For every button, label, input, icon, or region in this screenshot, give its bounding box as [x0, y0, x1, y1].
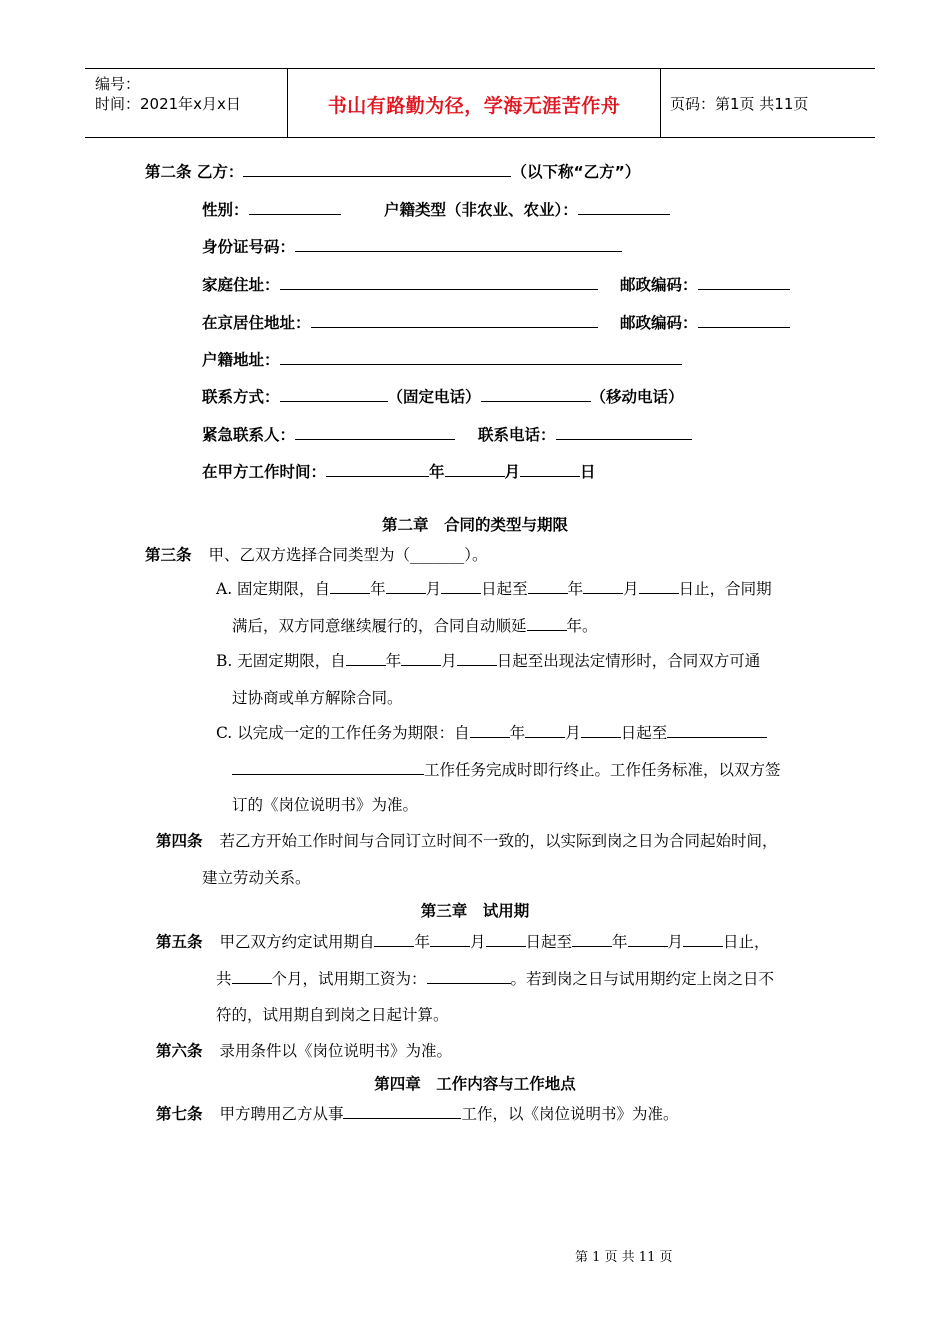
gender-line — [202, 200, 341, 220]
hukou-address-blank[interactable] — [280, 350, 682, 365]
gender-blank[interactable] — [249, 200, 341, 215]
postal-code-line-2 — [620, 313, 790, 333]
postal-code-label: 邮政编码： — [620, 276, 698, 294]
blank[interactable] — [346, 651, 386, 666]
landline-blank[interactable] — [280, 387, 388, 402]
year-label: 年 — [385, 652, 402, 670]
hukou-address-label: 户籍地址： — [202, 351, 280, 369]
document-header — [85, 68, 875, 138]
work-time-line — [202, 462, 596, 482]
option-c-line-1 — [216, 723, 767, 743]
home-address-label: 家庭住址： — [202, 276, 280, 294]
article-7-text: 甲方聘用乙方从事 — [219, 1105, 344, 1123]
option-b-text: B. 无固定期限，自 — [216, 652, 346, 670]
option-c-text: C. 以完成一定的工作任务为期限：自 — [216, 724, 470, 742]
job-blank[interactable] — [343, 1104, 461, 1119]
article-5-text: 。若到岗之日与试用期约定上岗之日不 — [510, 970, 775, 988]
id-number-line — [202, 237, 622, 257]
article-5-text: 日止， — [723, 933, 770, 951]
blank[interactable] — [374, 932, 414, 947]
year-label: 年 — [567, 580, 584, 598]
blank[interactable] — [628, 932, 668, 947]
article-3-text: 甲、乙双方选择合同类型为（_______）。 — [208, 546, 488, 564]
month-label: 月 — [623, 580, 639, 598]
beijing-address-label: 在京居住地址： — [202, 314, 311, 332]
month-label: 月 — [565, 724, 581, 742]
document-number-label: 编号： — [95, 75, 141, 93]
article-label: 第二条 — [145, 163, 192, 181]
chapter-3-title: 第三章 试用期 — [420, 902, 530, 920]
year-label: 年 — [509, 724, 526, 742]
contact-line — [202, 387, 684, 407]
option-a-text: 日起至 — [481, 580, 528, 598]
article-7-text: 工作，以《岗位说明书》为准。 — [461, 1105, 679, 1123]
landline-label: （固定电话） — [387, 388, 481, 406]
month-label: 月 — [425, 580, 442, 598]
option-a-text: 年。 — [566, 617, 598, 635]
article-5-text: 个月，试用期工资为： — [271, 970, 427, 988]
blank[interactable] — [457, 651, 497, 666]
document-date: 时间：2021年x月x日 — [95, 95, 241, 113]
wage-blank[interactable] — [427, 969, 511, 984]
blank[interactable] — [470, 723, 510, 738]
emergency-contact-label: 紧急联系人： — [202, 426, 296, 444]
year-label: 年 — [414, 933, 430, 951]
blank[interactable] — [527, 616, 567, 631]
postal-code-blank[interactable] — [698, 275, 790, 290]
option-b-text: 日起至出现法定情形时，合同双方可通 — [496, 652, 761, 670]
emergency-contact-line — [202, 425, 455, 445]
mobile-label: （移动电话） — [590, 388, 684, 406]
blank[interactable] — [486, 932, 526, 947]
article-3-label: 第三条 — [145, 546, 192, 564]
beijing-address-line — [202, 313, 598, 333]
chapter-2-title: 第二章 合同的类型与期限 — [381, 516, 568, 534]
header-divider — [660, 69, 661, 137]
option-c-line-3: 订的《岗位说明书》为准。 — [232, 796, 419, 814]
header-page-number: 页码：第1页 共11页 — [670, 95, 809, 113]
months-blank[interactable] — [232, 969, 272, 984]
option-a-text: 满后，双方同意继续履行的，合同自动顺延 — [232, 617, 527, 635]
blank[interactable] — [528, 579, 568, 594]
mobile-blank[interactable] — [481, 387, 591, 402]
option-b-line-2: 过协商或单方解除合同。 — [232, 689, 403, 707]
article-5-label: 第五条 — [156, 933, 203, 951]
postal-code-blank[interactable] — [698, 313, 790, 328]
option-c-text: 工作任务完成时即行终止。工作任务标准，以双方签 — [424, 761, 781, 779]
contact-phone-blank[interactable] — [556, 425, 692, 440]
contact-label: 联系方式： — [202, 388, 280, 406]
article-6-line — [156, 1041, 452, 1061]
hukou-type-line — [384, 200, 670, 220]
year-label: 年 — [429, 463, 445, 481]
article-5-text: 共 — [216, 970, 232, 988]
option-a-line-2 — [232, 616, 598, 636]
article-3-line — [145, 545, 487, 565]
chapter-4-title: 第四章 工作内容与工作地点 — [374, 1075, 576, 1093]
blank[interactable] — [401, 651, 441, 666]
article-4-line-1 — [156, 831, 777, 851]
option-c-line-2 — [232, 760, 781, 780]
article-6-label: 第六条 — [156, 1042, 203, 1060]
id-number-blank[interactable] — [295, 237, 622, 252]
blank[interactable] — [330, 579, 370, 594]
article-6-text: 录用条件以《岗位说明书》为准。 — [219, 1042, 452, 1060]
party-b-name-blank[interactable] — [243, 162, 511, 177]
article-2-line — [145, 162, 640, 182]
blank[interactable] — [572, 932, 612, 947]
gender-label: 性别： — [202, 201, 249, 219]
work-year-blank[interactable] — [326, 462, 429, 477]
blank[interactable] — [386, 579, 426, 594]
contact-phone-line — [478, 425, 692, 445]
work-day-blank[interactable] — [520, 462, 580, 477]
year-label: 年 — [612, 933, 628, 951]
id-number-label: 身份证号码： — [202, 238, 296, 256]
task-blank[interactable] — [232, 760, 424, 775]
article-5-line-2 — [216, 969, 774, 989]
blank[interactable] — [430, 932, 470, 947]
article-5-text: 甲乙双方约定试用期自 — [219, 933, 375, 951]
article-7-label: 第七条 — [156, 1105, 203, 1123]
article-5-text: 日起至 — [525, 933, 573, 951]
beijing-address-blank[interactable] — [311, 313, 598, 328]
work-time-label: 在甲方工作时间： — [202, 463, 327, 481]
header-motto: 书山有路勤为径，学海无涯苦作舟 — [327, 95, 621, 117]
option-a-text: 日止，合同期 — [678, 580, 772, 598]
blank[interactable] — [639, 579, 679, 594]
blank[interactable] — [667, 723, 767, 738]
article-4-label: 第四条 — [156, 832, 203, 850]
option-a-text: A. 固定期限，自 — [216, 580, 331, 598]
party-b-suffix: （以下称“乙方”） — [511, 163, 641, 181]
blank[interactable] — [683, 932, 723, 947]
hukou-type-label: 户籍类型（非农业、农业）： — [384, 201, 578, 219]
article-4-text: 若乙方开始工作时间与合同订立时间不一致的，以实际到岗之日为合同起始时间， — [219, 832, 778, 850]
month-label: 月 — [667, 933, 684, 951]
postal-code-line — [620, 275, 790, 295]
article-5-line-1 — [156, 932, 770, 952]
home-address-blank[interactable] — [280, 275, 598, 290]
hukou-type-blank[interactable] — [578, 200, 670, 215]
day-label: 日 — [580, 463, 596, 481]
blank[interactable] — [525, 723, 565, 738]
option-a-line-1 — [216, 579, 772, 599]
article-7-line — [156, 1104, 678, 1124]
home-address-line — [202, 275, 598, 295]
blank[interactable] — [583, 579, 623, 594]
emergency-contact-blank[interactable] — [295, 425, 455, 440]
option-b-line-1 — [216, 651, 760, 671]
month-label: 月 — [504, 463, 521, 481]
month-label: 月 — [469, 933, 486, 951]
page-footer: 第 1 页 共 11 页 — [575, 1250, 673, 1265]
option-c-text: 日起至 — [620, 724, 668, 742]
article-5-line-3: 符的，试用期自到岗之日起计算。 — [216, 1006, 449, 1024]
hukou-address-line — [202, 350, 682, 370]
postal-code-label: 邮政编码： — [620, 314, 698, 332]
article-4-line-2: 建立劳动关系。 — [202, 869, 311, 887]
blank[interactable] — [441, 579, 481, 594]
work-month-blank[interactable] — [445, 462, 505, 477]
blank[interactable] — [581, 723, 621, 738]
contact-phone-label: 联系电话： — [478, 426, 556, 444]
party-b-label: 乙方： — [196, 163, 244, 181]
month-label: 月 — [441, 652, 457, 670]
year-label: 年 — [370, 580, 386, 598]
